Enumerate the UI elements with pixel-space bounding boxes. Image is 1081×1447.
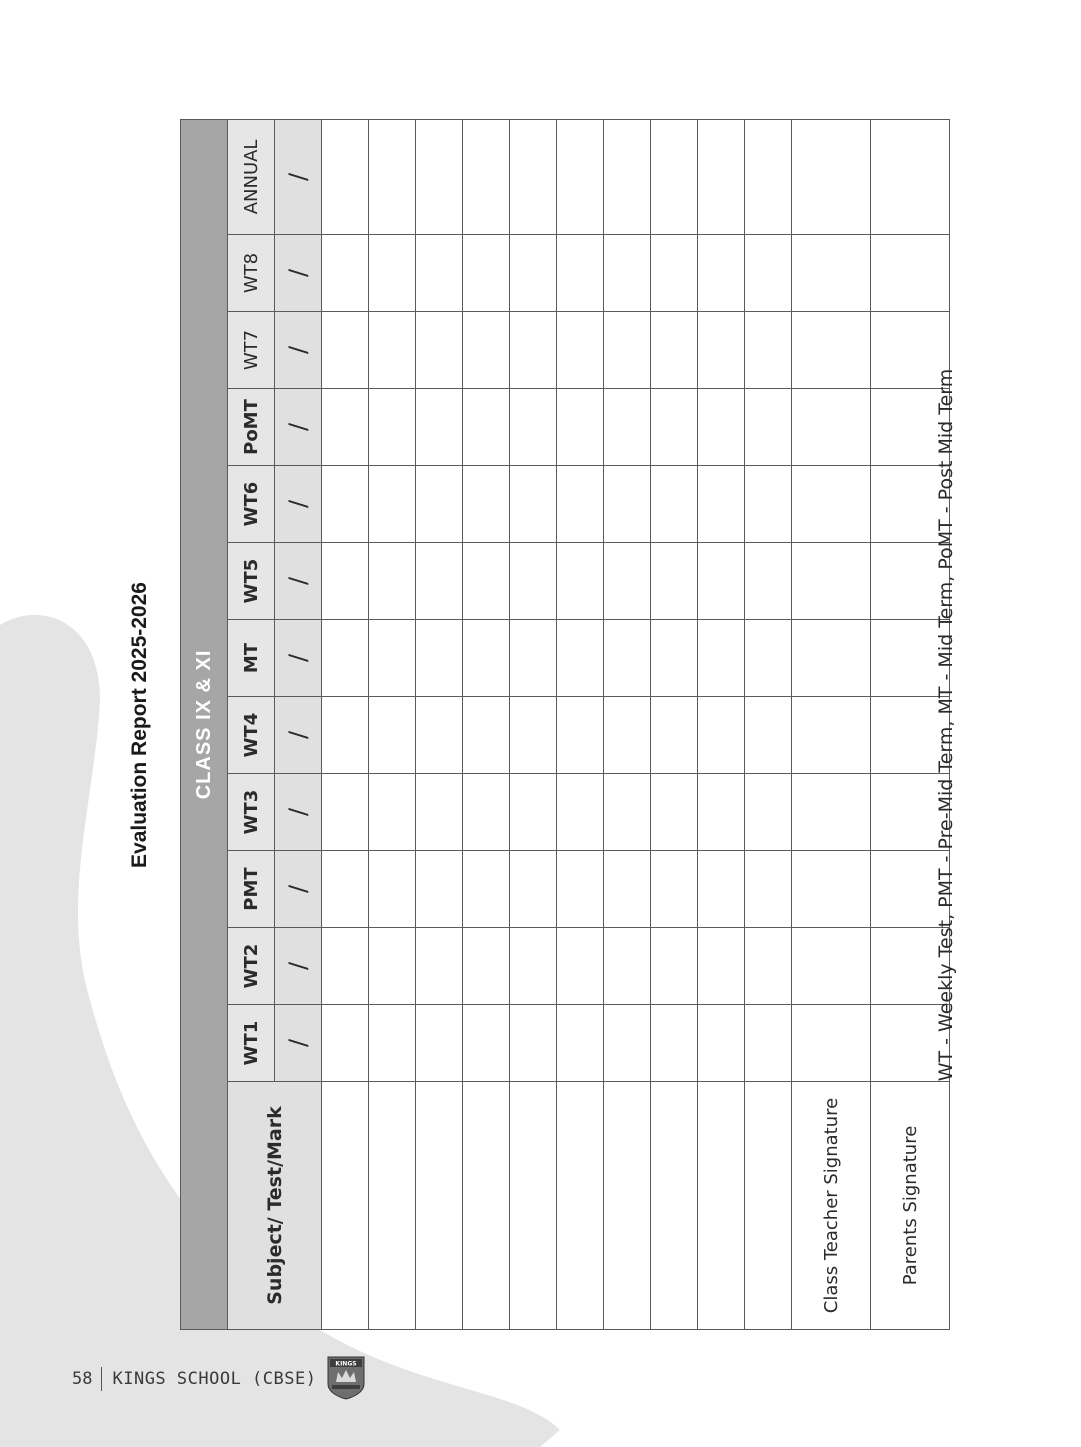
mark-cell[interactable] [322, 389, 369, 466]
mark-cell[interactable] [651, 312, 698, 389]
crest-text: KINGS [335, 1360, 358, 1368]
mark-cell[interactable] [698, 312, 745, 389]
mark-cell[interactable] [698, 928, 745, 1005]
mark-cell[interactable] [651, 235, 698, 312]
subject-row [604, 119, 651, 1329]
mark-cell[interactable] [416, 620, 463, 697]
subject-name-cell[interactable] [510, 1082, 557, 1330]
column-header-annual: ANNUAL [228, 119, 275, 234]
column-header-pomt: PoMT [228, 389, 275, 466]
mark-cell[interactable] [604, 235, 651, 312]
mark-cell[interactable] [745, 1005, 792, 1082]
mark-cell[interactable] [416, 928, 463, 1005]
mark-cell[interactable] [557, 620, 604, 697]
mark-cell[interactable] [463, 466, 510, 543]
mark-cell[interactable] [510, 851, 557, 928]
mark-cell[interactable] [322, 1005, 369, 1082]
max-marks-wt3[interactable]: / [275, 774, 322, 851]
class-teacher-signature-cell[interactable] [792, 466, 871, 543]
mark-cell[interactable] [698, 620, 745, 697]
mark-cell[interactable] [651, 697, 698, 774]
mark-cell[interactable] [463, 543, 510, 620]
mark-cell[interactable] [510, 620, 557, 697]
subject-row [463, 119, 510, 1329]
column-header-wt6: WT6 [228, 466, 275, 543]
mark-cell[interactable] [416, 697, 463, 774]
max-marks-wt2[interactable]: / [275, 928, 322, 1005]
mark-cell[interactable] [369, 851, 416, 928]
mark-cell[interactable] [698, 697, 745, 774]
mark-cell[interactable] [651, 389, 698, 466]
mark-cell[interactable] [604, 1005, 651, 1082]
mark-cell[interactable] [651, 466, 698, 543]
mark-cell[interactable] [416, 851, 463, 928]
mark-cell[interactable] [745, 119, 792, 234]
mark-cell[interactable] [510, 312, 557, 389]
class-teacher-signature-cell[interactable] [792, 851, 871, 928]
class-teacher-signature-cell[interactable] [792, 697, 871, 774]
mark-cell[interactable] [322, 312, 369, 389]
class-teacher-signature-cell[interactable] [792, 928, 871, 1005]
mark-cell[interactable] [651, 774, 698, 851]
max-marks-wt4[interactable]: / [275, 697, 322, 774]
column-header-wt2: WT2 [228, 928, 275, 1005]
class-teacher-signature-cell[interactable] [792, 235, 871, 312]
column-header-wt1: WT1 [228, 1005, 275, 1082]
mark-cell[interactable] [745, 620, 792, 697]
mark-cell[interactable] [651, 851, 698, 928]
page-footer [72, 1360, 368, 1391]
mark-cell[interactable] [322, 774, 369, 851]
mark-cell[interactable] [745, 235, 792, 312]
mark-cell[interactable] [322, 697, 369, 774]
class-band: CLASS IX & XI [181, 119, 228, 1329]
mark-cell[interactable] [416, 774, 463, 851]
subject-name-cell[interactable] [651, 1082, 698, 1330]
mark-cell[interactable] [322, 620, 369, 697]
subject-row [416, 119, 463, 1329]
mark-cell[interactable] [745, 928, 792, 1005]
max-marks-mt[interactable]: / [275, 620, 322, 697]
class-teacher-signature-cell[interactable] [792, 312, 871, 389]
column-header-wt5: WT5 [228, 543, 275, 620]
mark-cell[interactable] [416, 389, 463, 466]
mark-cell[interactable] [604, 312, 651, 389]
class-teacher-signature-label: Class Teacher Signature [792, 1082, 871, 1330]
mark-cell[interactable] [463, 312, 510, 389]
column-header-wt8: WT8 [228, 235, 275, 312]
mark-cell[interactable] [557, 928, 604, 1005]
mark-cell[interactable] [369, 1005, 416, 1082]
mark-cell[interactable] [510, 928, 557, 1005]
mark-cell[interactable] [604, 543, 651, 620]
mark-cell[interactable] [510, 1005, 557, 1082]
subject-row [510, 119, 557, 1329]
mark-cell[interactable] [651, 119, 698, 234]
mark-cell[interactable] [698, 851, 745, 928]
mark-cell[interactable] [463, 1005, 510, 1082]
class-teacher-signature-cell[interactable] [792, 774, 871, 851]
mark-cell[interactable] [510, 389, 557, 466]
subject-name-cell[interactable] [369, 1082, 416, 1330]
mark-cell[interactable] [510, 543, 557, 620]
mark-cell[interactable] [745, 312, 792, 389]
class-teacher-signature-cell[interactable] [792, 543, 871, 620]
class-teacher-signature-cell[interactable] [792, 119, 871, 234]
subject-row [369, 119, 416, 1329]
mark-cell[interactable] [463, 697, 510, 774]
max-marks-wt7[interactable]: / [275, 312, 322, 389]
class-teacher-signature-cell[interactable] [792, 389, 871, 466]
mark-cell[interactable] [463, 851, 510, 928]
max-marks-annual[interactable]: / [275, 119, 322, 234]
mark-cell[interactable] [557, 1005, 604, 1082]
mark-cell[interactable] [745, 543, 792, 620]
school-name: KINGS SCHOOL (CBSE) [112, 1369, 317, 1389]
page-number: 58 [72, 1369, 93, 1389]
mark-cell[interactable] [557, 119, 604, 234]
max-marks-wt5[interactable]: / [275, 543, 322, 620]
subject-name-cell[interactable] [322, 1082, 369, 1330]
mark-cell[interactable] [745, 389, 792, 466]
subject-name-cell[interactable] [604, 1082, 651, 1330]
mark-cell[interactable] [604, 697, 651, 774]
mark-cell[interactable] [604, 466, 651, 543]
mark-cell[interactable] [651, 928, 698, 1005]
mark-cell[interactable] [322, 851, 369, 928]
mark-cell[interactable] [322, 235, 369, 312]
mark-cell[interactable] [416, 1005, 463, 1082]
column-header-wt3: WT3 [228, 774, 275, 851]
report-title: Evaluation Report 2025-2026 [128, 582, 151, 868]
mark-cell[interactable] [463, 774, 510, 851]
mark-cell[interactable] [510, 774, 557, 851]
mark-cell[interactable] [416, 466, 463, 543]
mark-cell[interactable] [698, 774, 745, 851]
column-header-wt4: WT4 [228, 697, 275, 774]
school-crest-icon [324, 1354, 368, 1400]
class-teacher-signature-cell[interactable] [792, 1005, 871, 1082]
mark-cell[interactable] [416, 235, 463, 312]
mark-cell[interactable] [510, 119, 557, 234]
mark-cell[interactable] [463, 119, 510, 234]
mark-cell[interactable] [651, 620, 698, 697]
evaluation-sheet [110, 120, 990, 1330]
subject-row [557, 119, 604, 1329]
mark-cell[interactable] [745, 774, 792, 851]
mark-cell[interactable] [510, 235, 557, 312]
mark-cell[interactable] [557, 312, 604, 389]
mark-cell[interactable] [557, 389, 604, 466]
mark-cell[interactable] [463, 389, 510, 466]
mark-cell[interactable] [604, 774, 651, 851]
max-marks-pomt[interactable]: / [275, 389, 322, 466]
subject-row [322, 119, 369, 1329]
mark-cell[interactable] [463, 620, 510, 697]
subject-header: Subject/ Test/Mark [228, 1082, 322, 1330]
mark-cell[interactable] [463, 928, 510, 1005]
subject-name-cell[interactable] [698, 1082, 745, 1330]
subject-row [745, 119, 792, 1329]
mark-cell[interactable] [604, 928, 651, 1005]
max-marks-wt1[interactable]: / [275, 1005, 322, 1082]
mark-cell[interactable] [698, 1005, 745, 1082]
mark-cell[interactable] [604, 389, 651, 466]
mark-cell[interactable] [557, 851, 604, 928]
abbreviation-legend: WT - Weekly Test, PMT - Pre-Mid Term, MT - Mid Term, PoMT - Post Mid Term [935, 368, 957, 1082]
mark-cell[interactable] [416, 312, 463, 389]
subject-name-cell[interactable] [416, 1082, 463, 1330]
mark-cell[interactable] [369, 466, 416, 543]
subject-name-cell[interactable] [557, 1082, 604, 1330]
mark-cell[interactable] [463, 235, 510, 312]
mark-cell[interactable] [369, 774, 416, 851]
subject-name-cell[interactable] [745, 1082, 792, 1330]
mark-cell[interactable] [369, 312, 416, 389]
mark-cell[interactable] [369, 119, 416, 234]
mark-cell[interactable] [369, 697, 416, 774]
mark-cell[interactable] [698, 119, 745, 234]
max-marks-wt6[interactable]: / [275, 466, 322, 543]
subject-name-cell[interactable] [463, 1082, 510, 1330]
mark-cell[interactable] [510, 697, 557, 774]
mark-cell[interactable] [416, 119, 463, 234]
class-teacher-signature-row [792, 119, 871, 1329]
max-marks-wt8[interactable]: / [275, 235, 322, 312]
mark-cell[interactable] [322, 543, 369, 620]
mark-cell[interactable] [745, 851, 792, 928]
mark-cell[interactable] [369, 928, 416, 1005]
mark-cell[interactable] [369, 389, 416, 466]
mark-cell[interactable] [510, 466, 557, 543]
column-header-mt: MT [228, 620, 275, 697]
footer-divider [101, 1367, 102, 1391]
mark-cell[interactable] [745, 466, 792, 543]
mark-cell[interactable] [698, 466, 745, 543]
mark-cell[interactable] [698, 543, 745, 620]
mark-cell[interactable] [557, 697, 604, 774]
mark-cell[interactable] [698, 235, 745, 312]
column-header-pmt: PMT [228, 851, 275, 928]
mark-cell[interactable] [698, 389, 745, 466]
mark-cell[interactable] [557, 235, 604, 312]
mark-cell[interactable] [369, 543, 416, 620]
mark-cell[interactable] [416, 543, 463, 620]
mark-cell[interactable] [557, 774, 604, 851]
subject-row [698, 119, 745, 1329]
parents-signature-label: Parents Signature [871, 1082, 950, 1330]
class-teacher-signature-cell[interactable] [792, 620, 871, 697]
mark-cell[interactable] [369, 235, 416, 312]
mark-cell[interactable] [557, 466, 604, 543]
mark-cell[interactable] [557, 543, 604, 620]
mark-cell[interactable] [369, 620, 416, 697]
mark-cell[interactable] [604, 851, 651, 928]
mark-cell[interactable] [651, 1005, 698, 1082]
mark-cell[interactable] [322, 119, 369, 234]
mark-cell[interactable] [322, 466, 369, 543]
mark-cell[interactable] [604, 620, 651, 697]
max-marks-pmt[interactable]: / [275, 851, 322, 928]
mark-cell[interactable] [651, 543, 698, 620]
mark-cell[interactable] [745, 697, 792, 774]
mark-cell[interactable] [604, 119, 651, 234]
subject-row [651, 119, 698, 1329]
mark-cell[interactable] [322, 928, 369, 1005]
column-header-wt7: WT7 [228, 312, 275, 389]
evaluation-table [180, 119, 950, 1330]
